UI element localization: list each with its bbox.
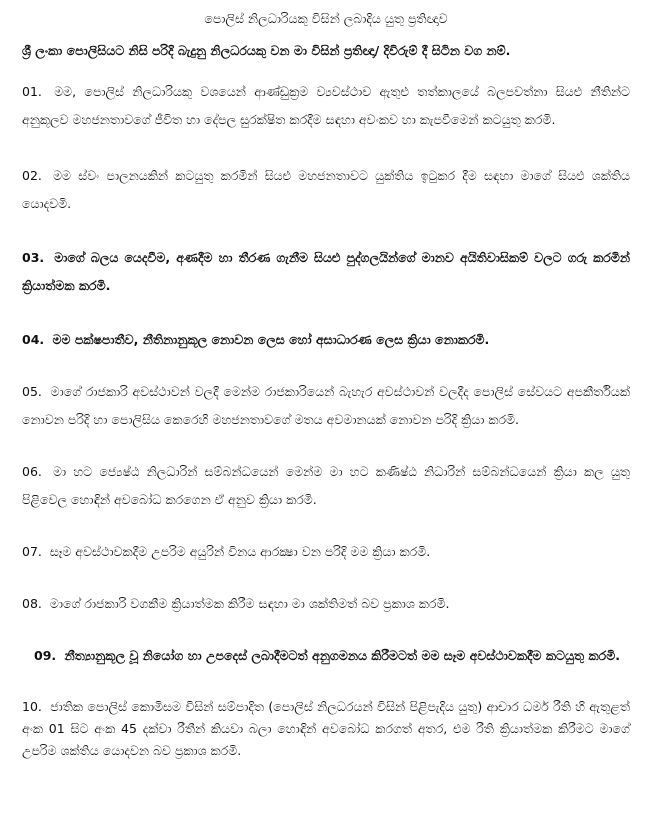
pledge-number: 01. [22, 84, 42, 99]
pledge-text: සෑම අවස්ථාවකදීම උපරිම අයුරින් විනය ආරක්‍ෂා වන පරිදි මම ක්‍රියා කරමි. [49, 544, 431, 559]
pledge-number: 05. [22, 384, 42, 399]
pledge-text: මා හට ජ්‍යෙෂ්ඨ නිලධාරින් සම්බන්ධයෙන් මෙන්ම මා හට කණිෂ්ඨ නිධාරින් සම්බන්ධයෙන් ක්‍රියා කල යුතු පිළිවෙල හොඳින් අවබෝධ කරගෙන ඒ අනුව ක්‍රියා කරමි. [22, 464, 630, 507]
pledge-number: 03. [22, 250, 45, 265]
pledge-text: ජාතික පොලිස් කොමිසම විසින් සම්පාදිත (පොලිස් නිලධරයන් විසින් පිළිපැදිය යුතු) ආචාර ධර්ම රීති හි ඇතුළත් අංක 01 සිට අංක 45 දක්වා රීතීන් කියවා බලා හොඳින් අවබෝධ කරගත් අතර, එම රීති ක්‍රියාත්මක කිරීමට මාගේ උපරිම ශක්තිය යොදවන බව ප්‍රකාශ කරමි. [22, 699, 630, 758]
pledge-number: 06. [22, 464, 42, 479]
pledge-text: මම ස්වං පාලනයකින් කටයුතු කරමින් සියළු මහජනතාවට යුක්තිය ඉටුකර දීම සඳහා මාගේ සියළු ශක්තිය යොදවමි. [22, 168, 630, 211]
pledge-item-02 [22, 162, 630, 218]
pledge-text: මාගේ රාජකාරි අවස්ථාවන් වලදී මෙන්ම රාජකාරියෙන් බැහැර අවස්ථාවන් වලදීද පොලිස් සේවයට අපකීර්තියක් නොවන පරිදි හා පොලිසිය කෙරෙහි මහජනතාවගේ මතය අවමානයක් නොවන පරිදි ක්‍රියා කරමි. [22, 384, 630, 427]
pledge-text: මම, පොලිස් නිලධාරියකු වශයෙන් ආණ්ඩුක්‍රම ව්‍යවස්ථාව ඇතුළු තත්කාලයේ බලපවත්නා සියළු නීතින්ට අනුකූලව මහජනතාවගේ ජීවිත හා දේපල සුරක්ෂිත කරදීම සඳහා අවංකව හා කැපවීමෙන් කටයුතු කරමි. [22, 84, 630, 127]
pledge-item-05 [22, 378, 630, 434]
pledge-text: නීත්‍යානුකූල වූ නියෝග හා උපදෙස් ලබාදීමටත් අනුගමනය කිරීමටත් මම සෑම අවස්ථාවකදීම කටයුතු කරමි. [64, 648, 620, 663]
pledge-number: 10. [22, 699, 42, 714]
pledge-item-08 [22, 590, 630, 618]
pledge-number: 04. [22, 332, 45, 347]
pledge-number: 09. [34, 648, 57, 663]
pledge-item-03 [22, 244, 630, 300]
pledge-item-10 [22, 696, 630, 762]
pledge-item-07 [22, 538, 630, 566]
pledge-text: මාගේ රාජකාරි වගකීම ක්‍රියාත්මක කිරීම සඳහා මා ශක්තිමත් බව ප්‍රකාශ කරමි. [49, 596, 450, 611]
pledge-number: 07. [22, 544, 42, 559]
pledge-text: මාගේ බලය යෙදවීම, අණදීම හා තීරණ ගැනීම සියළු පුද්ගලයින්ගේ මානව අයිතිවාසිකම් වලට ගරු කරමින් ක්‍රියාත්මක කරමි. [22, 250, 630, 293]
intro-statement: ශ්‍රී ලංකා පොලිසියට නිසි පරිදි බැදුනු නිලධරයකු වන මා විසින් ප්‍රතිඥා/ දිවිරුම් දී සිටින වග නම්. [22, 43, 511, 58]
pledge-item-09 [22, 642, 630, 670]
document-page [0, 10, 650, 840]
pledge-number: 08. [22, 596, 42, 611]
pledge-item-06 [22, 458, 630, 514]
pledge-item-04 [22, 326, 630, 354]
pledge-item-01 [22, 78, 630, 134]
pledge-number: 02. [22, 168, 42, 183]
pledge-text: මම පක්ෂපාතීව, නීතිනානුකූල නොවන ලෙස හෝ අසාධාරණ ලෙස ක්‍රියා නොකරමි. [52, 332, 490, 347]
document-title: පොලිස් නිලධාරියකු විසින් ලබාදිය යුතු ප්‍රතිඥාව [204, 11, 448, 26]
